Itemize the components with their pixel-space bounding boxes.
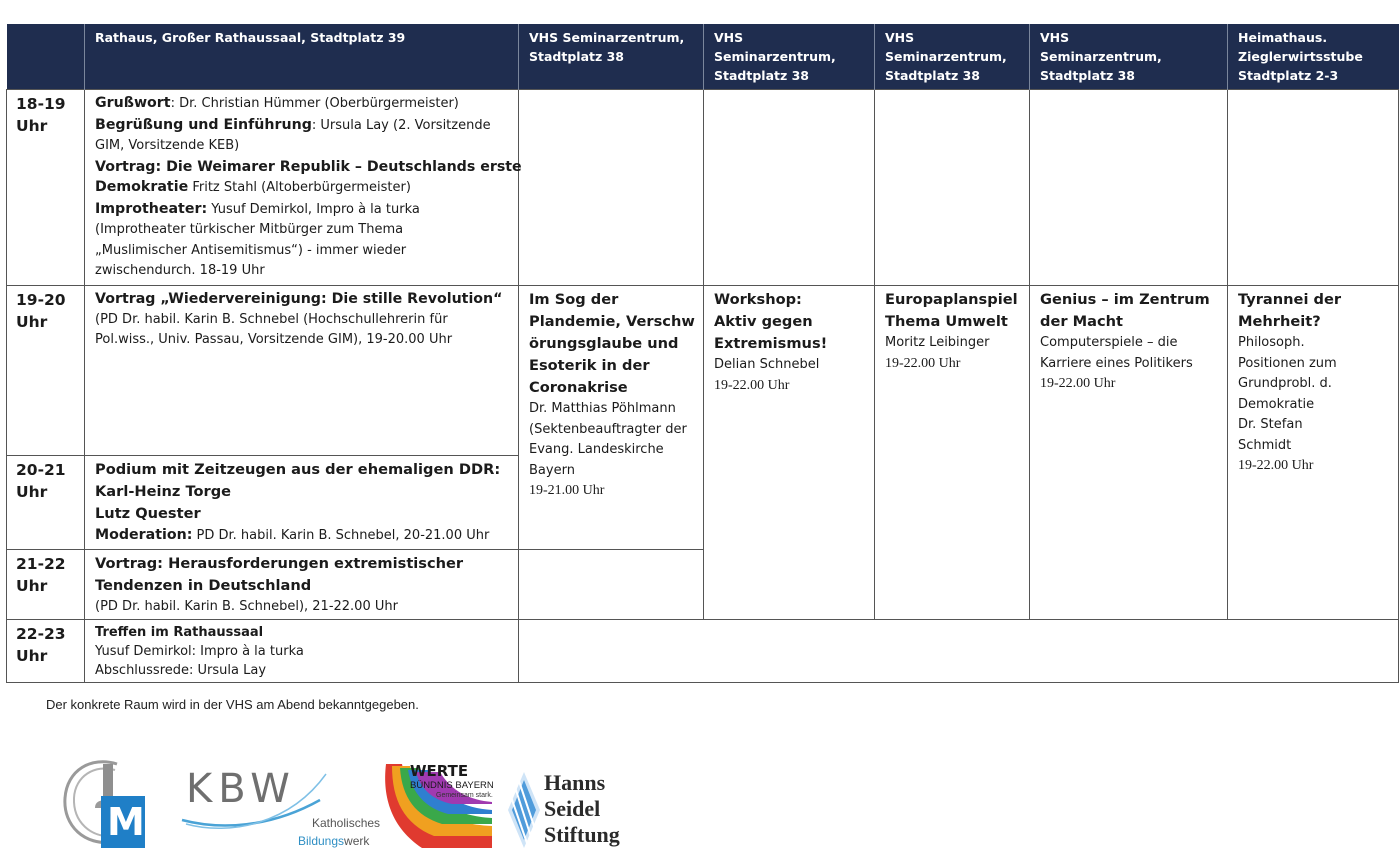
empty-cell [519, 549, 704, 620]
event-cell-tyrannei: Tyrannei der Mehrheit? Philosoph. Positionen zum Grundprobl. d. Demokratie Dr. Stefan Schmidt 19-22.00 Uhr [1228, 286, 1399, 620]
header-vhs-3: VHS Seminarzentrum, Stadtplatz 38 [875, 24, 1030, 90]
event-cell-europaplanspiel: Europaplanspiel Thema Umwelt Moritz Leibinger 19-22.00 Uhr [875, 286, 1030, 620]
event-cell-genius: Genius – im Zentrum der Macht Computerspiele – die Karriere eines Politikers 19-22.00 Uhr [1030, 286, 1228, 620]
gim-letter: M [107, 800, 145, 844]
empty-cell [1030, 90, 1228, 286]
program-cell-21-22: Vortrag: Herausforderungen extremistischer Tendenzen in Deutschland (PD Dr. habil. Karin B. Schnebel), 21-22.00 Uhr [85, 549, 519, 620]
hss-line1: Hanns [544, 770, 606, 795]
kbw-line1: Katholisches [312, 816, 381, 830]
hss-logo [502, 770, 642, 854]
program-cell-19-20: Vortrag „Wiedervereinigung: Die stille Revolution“ (PD Dr. habil. Karin B. Schnebel (Hochschullehrerin für Pol.wiss., Univ. Passau, Vorsitzende GIM), 19-20.00 Uhr [85, 286, 519, 456]
gim-logo [55, 752, 165, 852]
werte-tag: Gemeinsam stark. [436, 792, 493, 799]
empty-cell [519, 620, 1399, 683]
header-vhs-1: VHS Seminarzentrum, Stadtplatz 38 [519, 24, 704, 90]
kbw-letters: KBW [186, 766, 296, 812]
header-time [7, 24, 85, 90]
hss-line2: Seidel [544, 796, 601, 821]
werte-sub: BÜNDNIS BAYERN [410, 780, 494, 791]
header-heimathaus: Heimathaus. Zieglerwirtsstube Stadtplatz 2-3 [1228, 24, 1399, 90]
table-row [7, 620, 1399, 683]
header-vhs-4: VHS Seminarzentrum, Stadtplatz 38 [1030, 24, 1228, 90]
time-cell: 18-19 Uhr [7, 90, 85, 286]
hss-stripes [502, 770, 542, 850]
werte-title: WERTE [410, 762, 469, 780]
program-cell-22-23: Treffen im Rathaussaal Yusuf Demirkol: Impro à la turka Abschlussrede: Ursula Lay [85, 620, 519, 683]
kbw-line2: Bildungswerk [298, 834, 370, 848]
empty-cell [704, 90, 875, 286]
time-cell: 22-23 Uhr [7, 620, 85, 683]
schedule-table [6, 24, 1399, 683]
time-cell: 19-20 Uhr [7, 286, 85, 456]
table-row [7, 286, 1399, 456]
empty-cell [875, 90, 1030, 286]
footnote: Der konkrete Raum wird in der VHS am Abend bekanntgegeben. [46, 697, 419, 712]
empty-cell [519, 90, 704, 286]
program-cell-18-19: Grußwort: Dr. Christian Hümmer (Oberbürgermeister) Begrüßung und Einführung: Ursula Lay (2. Vorsitzende GIM, Vorsitzende KEB) Vortrag: Die Weimarer Republik – Deutschlands erste Demokratie Fritz Stahl (Altoberbürgermeister) Improtheater: Yusuf Demirkol, Impro à la turka (Improtheater türkischer Mitbürger zum Thema „Muslimischer Antisemitismus“) - immer wieder zwischendurch. 18-19 Uhr [85, 90, 519, 286]
hss-line3: Stiftung [544, 822, 620, 847]
empty-cell [1228, 90, 1399, 286]
program-cell-20-21: Podium mit Zeitzeugen aus der ehemaligen DDR: Karl-Heinz Torge Lutz Quester Moderation: PD Dr. habil. Karin B. Schnebel, 20-21.00 Uhr [85, 456, 519, 550]
header-row [7, 24, 1399, 90]
event-cell-workshop: Workshop: Aktiv gegen Extremismus! Delian Schnebel 19-22.00 Uhr [704, 286, 875, 620]
header-vhs-2: VHS Seminarzentrum, Stadtplatz 38 [704, 24, 875, 90]
header-rathaus: Rathaus, Großer Rathaussaal, Stadtplatz 39 [85, 24, 519, 90]
time-cell: 20-21 Uhr [7, 456, 85, 550]
table-row [7, 90, 1399, 286]
kbw-logo [180, 764, 380, 854]
werte-buendnis-logo [382, 758, 502, 854]
time-cell: 21-22 Uhr [7, 549, 85, 620]
event-cell-plandemie: Im Sog der Plandemie, Verschw örungsglaube und Esoterik in der Coronakrise Dr. Matthias Pöhlmann (Sektenbeauftragter der Evang. Landeskirche Bayern 19-21.00 Uhr [519, 286, 704, 550]
